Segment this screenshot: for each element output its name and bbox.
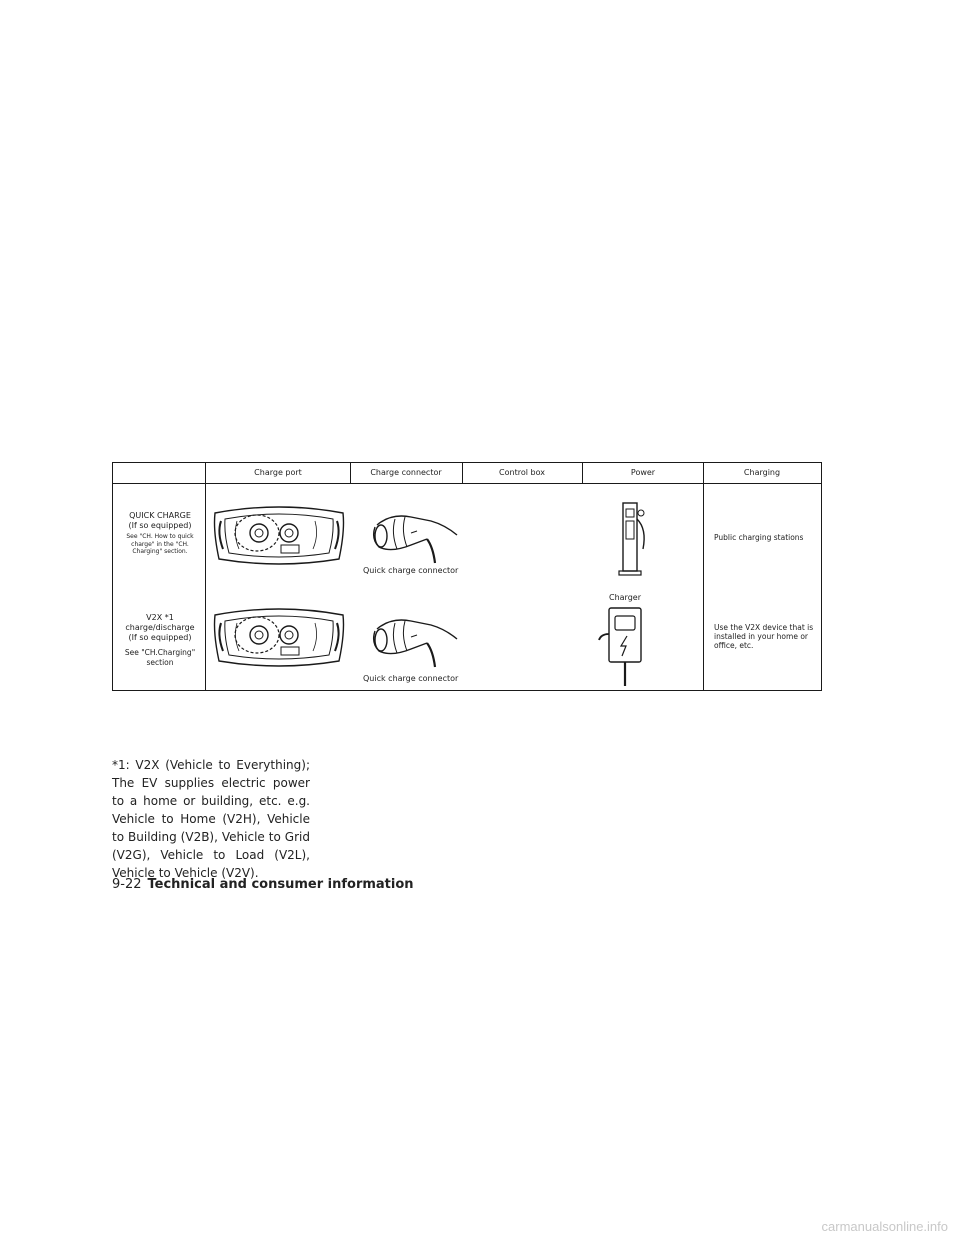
v2x-charger-illustration [595, 606, 645, 688]
row-note: See "CH. How to quick charge" in the "CH. Charging" section. [126, 533, 194, 555]
row-title: V2X *1 charge/discharge [125, 613, 195, 632]
row-subtitle: (If so equipped) [128, 633, 192, 642]
header-divider [113, 483, 821, 484]
row-title: QUICK CHARGE [129, 511, 191, 520]
header-power: Power [630, 468, 656, 477]
charging-location: Public charging stations [714, 533, 804, 542]
section-title: Technical and consumer information [147, 877, 414, 892]
column-divider [703, 463, 704, 690]
row-subtitle: (If so equipped) [128, 521, 192, 530]
header-charge-connector: Charge connector [370, 468, 442, 477]
page-number: 9-22 [112, 877, 142, 892]
page-footer [112, 877, 414, 892]
charging-methods-table [112, 462, 822, 691]
charging-location: Use the V2X device that is installed in your home or office, etc. [714, 623, 814, 650]
row-quick-charge-label [117, 511, 203, 556]
connector-caption: Quick charge connector [363, 566, 459, 575]
charging-station-illustration [613, 499, 653, 579]
quick-charge-connector-illustration [371, 509, 461, 565]
footnote-v2x: *1: V2X (Vehicle to Everything); The EV supplies electric power to a home or building, etc. e.g. Vehicle to Home (V2H), Vehicle to Building (V2B), Vehicle to Grid (V2G), Vehicle to Load (V2L), Vehicle to Vehicle (V2V). [112, 758, 310, 880]
charge-port-illustration [209, 501, 349, 567]
header-charging: Charging [743, 468, 781, 477]
connector-caption: Quick charge connector [363, 674, 459, 683]
column-divider [582, 463, 583, 483]
column-divider [350, 463, 351, 483]
header-charge-port: Charge port [254, 468, 302, 477]
charge-port-illustration [209, 603, 349, 669]
row-note: See "CH.Charging" section [124, 648, 196, 667]
row-v2x-label [117, 613, 203, 667]
column-divider [205, 463, 206, 690]
quick-charge-connector-illustration [371, 613, 461, 669]
header-control-box: Control box [499, 468, 545, 477]
charger-caption: Charger [609, 593, 641, 602]
column-divider [462, 463, 463, 483]
watermark: carmanualsonline.info [821, 1219, 948, 1234]
